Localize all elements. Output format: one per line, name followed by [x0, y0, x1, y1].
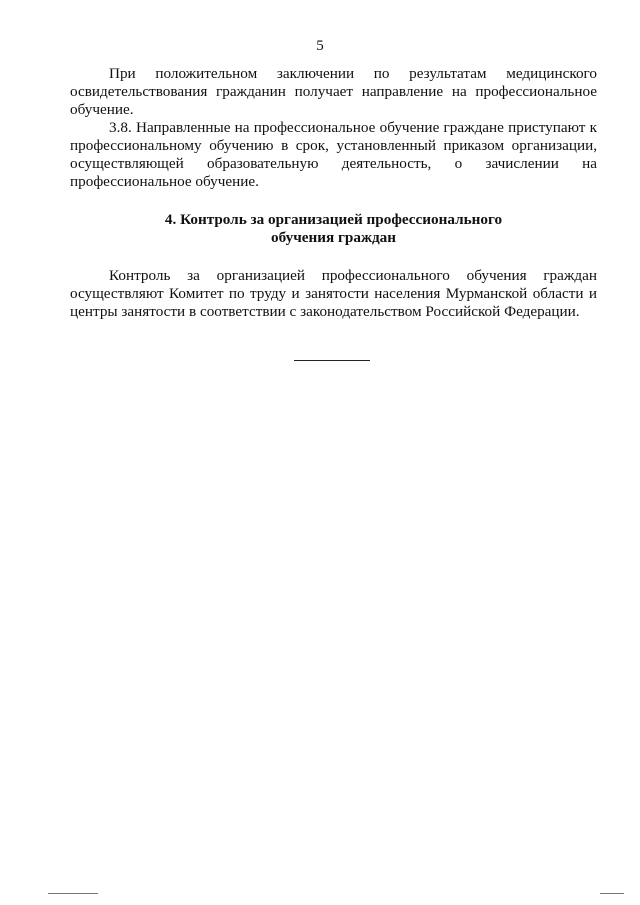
scan-mark-right	[600, 893, 624, 894]
paragraph-medical-conclusion: При положительном заключении по результатам медицинского освидетельствования гражданин получает направление на профессиональное обучение.	[70, 65, 597, 118]
paragraph-control: Контроль за организацией профессионального обучения граждан осуществляют Комитет по труду и занятости населения Мурманской области и центры занятости в соответствии с законодательством Российской Федерации.	[70, 267, 597, 320]
section-heading	[70, 211, 597, 247]
section-heading-line-1: 4. Контроль за организацией профессионального	[164, 211, 503, 228]
scan-mark-left	[48, 893, 98, 894]
end-of-text-divider	[294, 360, 370, 361]
paragraph-3-8: 3.8. Направленные на профессиональное обучение граждане приступают к профессиональному обучению в срок, установленный приказом организации, осуществляющей образовательную деятельность, о зачислении на профессиональное обучение.	[70, 119, 597, 190]
section-heading-line-2: обучения граждан	[271, 229, 396, 246]
document-body	[70, 65, 597, 321]
page-number: 5	[316, 38, 324, 54]
